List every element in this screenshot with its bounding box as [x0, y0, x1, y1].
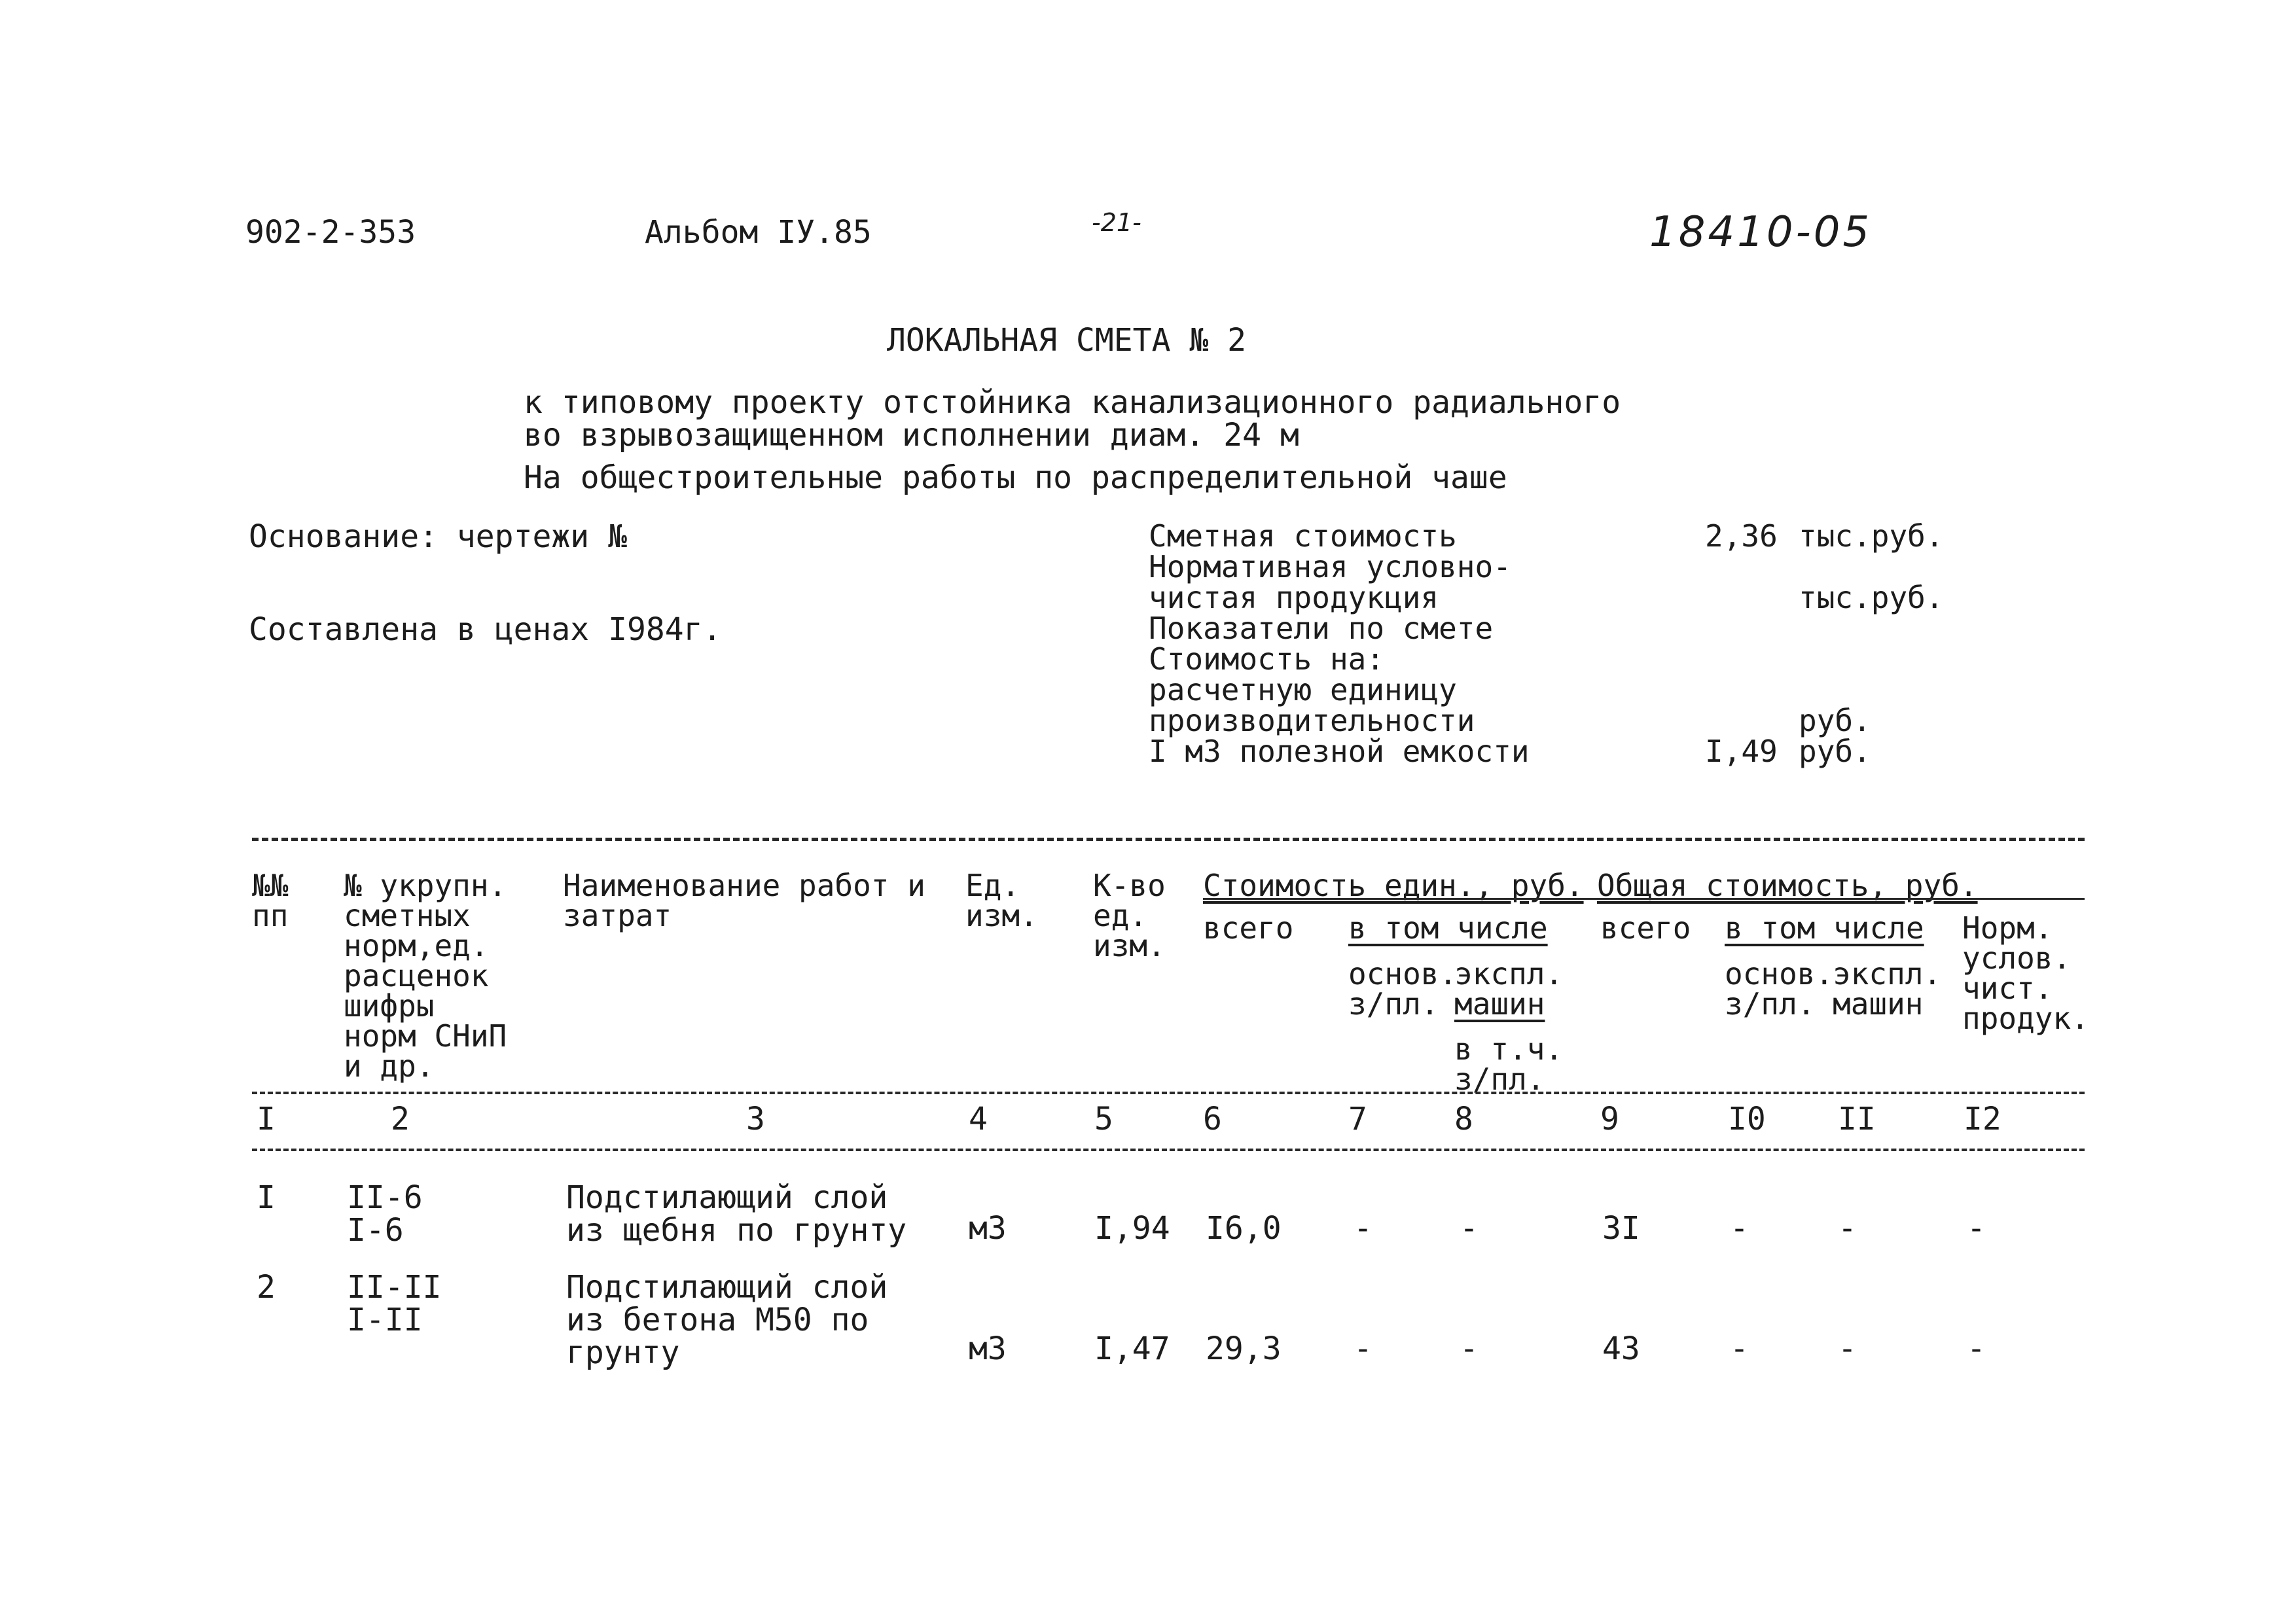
album-label: Альбом ІУ.85 [645, 214, 872, 251]
row-1-unit-total: I6,0 [1206, 1210, 1282, 1247]
row-1-total-base-wage: - [1730, 1210, 1749, 1247]
prices-label: Составлена в ценах I984г. [249, 611, 722, 648]
row-2-unit: м3 [969, 1330, 1007, 1367]
title-line-1: к типовому проекту отстойника канализационного радиального [524, 384, 1621, 421]
col-header-normative-12: Норм. услов. чист. продук. [1962, 910, 2089, 1036]
basis-label: Основание: чертежи № [249, 518, 627, 555]
cost-header-rule [1203, 898, 2085, 900]
table-numbers-rule [252, 1149, 2085, 1151]
title-line-3: На общестроительные работы по распределительной чаше [524, 459, 1507, 496]
col-header-machines-8: экспл. [1454, 956, 1564, 991]
row-1-machines: - [1460, 1210, 1479, 1247]
page-title: ЛОКАЛЬНАЯ СМЕТА № 2 [887, 322, 1247, 359]
row-2-base-wage: - [1354, 1330, 1372, 1367]
unit-unit: руб. [1799, 703, 1871, 738]
row-2-quantity: I,47 [1094, 1330, 1170, 1367]
col-header-incl-wage-8: в т.ч. з/пл. [1454, 1031, 1564, 1097]
row-1-total-machines: - [1838, 1210, 1857, 1247]
handwritten-stamp-number: 18410-05 [1649, 208, 1873, 257]
col-number-5: 5 [1094, 1101, 1113, 1137]
col-header-incl-7-8: в том числе [1348, 910, 1548, 946]
col-number-2: 2 [391, 1101, 410, 1137]
col-header-machines-11: экспл. машин [1833, 956, 1942, 1022]
row-2-machines: - [1460, 1330, 1479, 1367]
col-header-unit-cost: Стоимость един., руб. [1203, 868, 1584, 903]
col-header-base-wage-7: основ. з/пл. [1348, 956, 1458, 1022]
row-1-unit: м3 [969, 1210, 1007, 1247]
row-1-total: 3I [1602, 1210, 1640, 1247]
page-number: -21- [1092, 208, 1141, 237]
cost-per-label: Стоимость на: [1149, 641, 1385, 677]
col-number-9: 9 [1600, 1101, 1619, 1137]
row-1-quantity: I,94 [1094, 1210, 1170, 1247]
col-header-total-6: всего [1203, 910, 1294, 946]
col-header-machines-8b: машин [1454, 986, 1545, 1022]
volume-unit: руб. [1799, 734, 1871, 769]
col-number-12: I2 [1964, 1101, 2001, 1137]
col-number-4: 4 [969, 1101, 988, 1137]
row-1-base-wage: - [1354, 1210, 1372, 1247]
col-header-quantity: К-во ед. изм. [1093, 868, 1166, 963]
table-header-rule [252, 1092, 2085, 1094]
estimated-cost-unit: тыс.руб. [1799, 518, 1944, 554]
col-header-base-wage-10: основ. з/пл. [1725, 956, 1834, 1022]
row-2-normative: - [1967, 1330, 1986, 1367]
col-header-incl-10-11: в том числе [1725, 910, 1924, 946]
row-1-number: I [257, 1179, 276, 1216]
row-2-total: 43 [1602, 1330, 1640, 1367]
row-1-normative: - [1967, 1210, 1986, 1247]
title-line-2: во взрывозащищенном исполнении диам. 24 м [524, 417, 1299, 454]
col-number-11: II [1838, 1101, 1876, 1137]
col-number-3: 3 [746, 1101, 765, 1137]
row-2-name: Подстилающий слой из бетона М50 по грунту [566, 1269, 888, 1371]
row-2-code: II-II I-II [347, 1269, 442, 1338]
volume-value: I,49 [1705, 734, 1778, 769]
row-1-code: II-6 I-6 [347, 1179, 423, 1249]
normative-label-2: чистая продукция [1149, 580, 1439, 615]
unit-label-2: производительности [1149, 703, 1475, 738]
col-header-number: №№ пп [252, 868, 289, 933]
unit-label-1: расчетную единицу [1149, 672, 1457, 707]
col-number-1: I [257, 1101, 276, 1137]
table-top-rule [252, 838, 2085, 841]
volume-label: I м3 полезной емкости [1149, 734, 1530, 769]
col-number-10: I0 [1728, 1101, 1766, 1137]
indicators-label: Показатели по смете [1149, 611, 1494, 646]
col-header-unit: Ед. изм. [965, 868, 1038, 933]
estimated-cost-value: 2,36 [1705, 518, 1778, 554]
doc-number: 902-2-353 [245, 214, 416, 251]
estimated-cost-label: Сметная стоимость [1149, 518, 1457, 554]
col-number-8: 8 [1454, 1101, 1473, 1137]
normative-label-1: Нормативная условно- [1149, 549, 1511, 584]
col-header-total-cost: Общая стоимость, руб. [1597, 868, 1978, 903]
row-2-total-base-wage: - [1730, 1330, 1749, 1367]
col-number-7: 7 [1348, 1101, 1367, 1137]
row-2-unit-total: 29,3 [1206, 1330, 1282, 1367]
row-1-name: Подстилающий слой из щебня по грунту [566, 1179, 907, 1249]
normative-unit: тыс.руб. [1799, 580, 1944, 615]
col-header-code: № укрупн. сметных норм,ед. расценок шифры норм СНиП и др. [344, 868, 507, 1084]
col-number-6: 6 [1203, 1101, 1222, 1137]
row-2-number: 2 [257, 1269, 276, 1306]
col-header-total-9: всего [1600, 910, 1691, 946]
col-header-name: Наименование работ и затрат [563, 868, 925, 933]
row-2-total-machines: - [1838, 1330, 1857, 1367]
